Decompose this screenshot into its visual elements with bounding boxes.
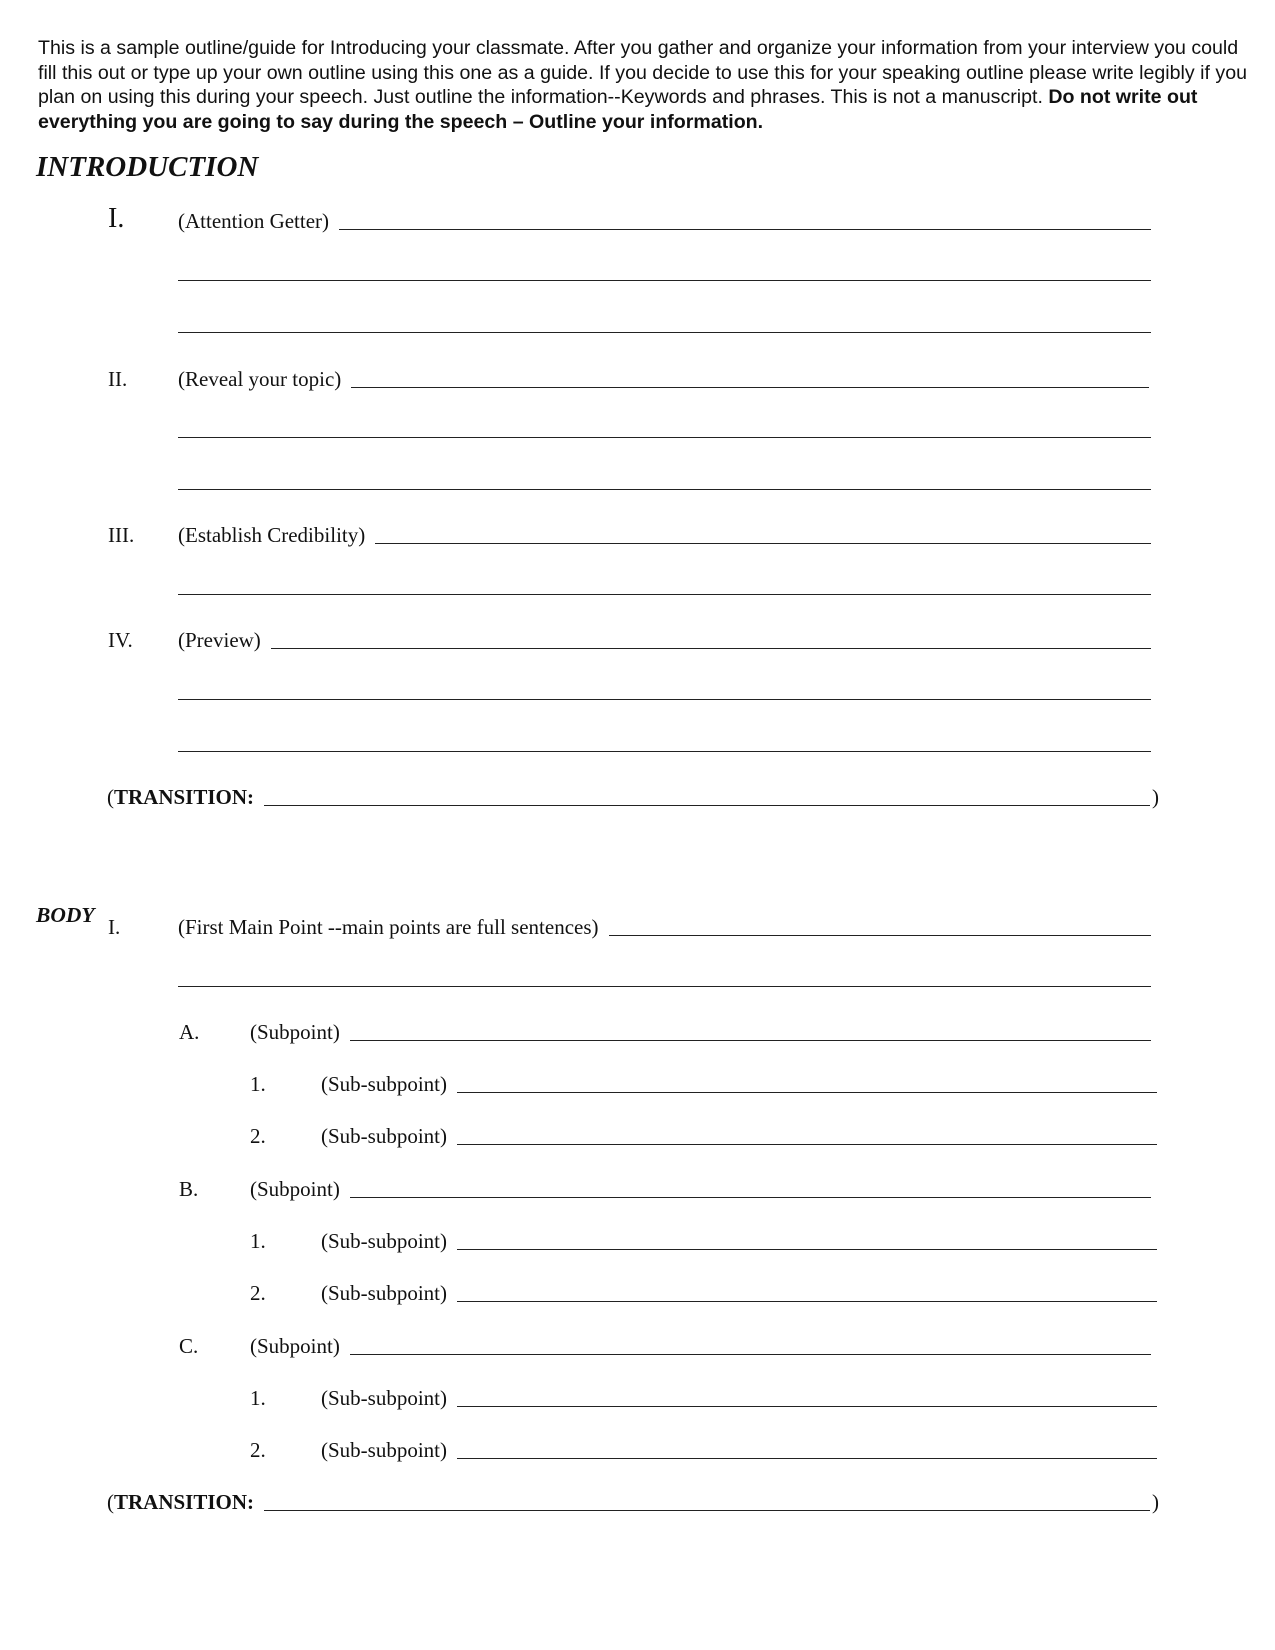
intro-item-preview	[178, 626, 1151, 654]
answer-line[interactable]	[457, 1092, 1157, 1093]
intro-numeral-1: I.	[108, 203, 125, 234]
answer-line[interactable]	[178, 699, 1151, 700]
intro-numeral-3: III.	[108, 523, 135, 547]
body-main-point	[178, 913, 1151, 941]
subpoint-b	[250, 1175, 1151, 1203]
transition-open-paren: (	[107, 785, 114, 809]
answer-line[interactable]	[457, 1458, 1157, 1459]
answer-line[interactable]	[350, 1354, 1151, 1355]
blank-row	[178, 310, 1151, 338]
transition-label: TRANSITION:	[114, 1490, 255, 1514]
answer-line[interactable]	[178, 280, 1151, 281]
answer-line[interactable]	[351, 387, 1149, 388]
sub-subpoint-number: 2.	[250, 1124, 266, 1148]
sub-subpoint-c1	[321, 1384, 1157, 1412]
body-main-point-label: (First Main Point --main points are full sentences)	[178, 915, 599, 939]
intro-transition	[107, 783, 1159, 811]
intro-item-establish-credibility	[178, 521, 1151, 549]
answer-line[interactable]	[178, 986, 1151, 987]
answer-line[interactable]	[609, 935, 1151, 936]
blank-row	[178, 964, 1151, 992]
body-transition	[107, 1488, 1159, 1516]
instructions-bold-text: Do not write out everything you are going to say during the speech – Outline your information.	[38, 86, 1198, 133]
answer-line[interactable]	[350, 1197, 1151, 1198]
answer-line[interactable]	[178, 489, 1151, 490]
subpoint-letter-a: A.	[179, 1020, 200, 1044]
sub-subpoint-b2	[321, 1279, 1157, 1307]
answer-line[interactable]	[264, 1510, 1150, 1511]
sub-subpoint-label: (Sub-subpoint)	[321, 1386, 447, 1410]
subpoint-label: (Subpoint)	[250, 1020, 340, 1044]
sub-subpoint-a1	[321, 1070, 1157, 1098]
blank-row	[178, 677, 1151, 705]
intro-item-reveal-topic	[178, 365, 1149, 393]
intro-label-reveal-topic: (Reveal your topic)	[178, 367, 342, 391]
sub-subpoint-number: 1.	[250, 1386, 266, 1410]
answer-line[interactable]	[178, 594, 1151, 595]
blank-row	[178, 572, 1151, 600]
sub-subpoint-a2	[321, 1122, 1157, 1150]
intro-label-preview: (Preview)	[178, 628, 261, 652]
answer-line[interactable]	[178, 332, 1151, 333]
sub-subpoint-c2	[321, 1436, 1157, 1464]
introduction-heading: INTRODUCTION	[36, 151, 259, 183]
answer-line[interactable]	[264, 805, 1150, 806]
sub-subpoint-label: (Sub-subpoint)	[321, 1124, 447, 1148]
transition-label: TRANSITION:	[114, 785, 255, 809]
sub-subpoint-label: (Sub-subpoint)	[321, 1072, 447, 1096]
answer-line[interactable]	[178, 437, 1151, 438]
subpoint-label: (Subpoint)	[250, 1334, 340, 1358]
answer-line[interactable]	[457, 1406, 1157, 1407]
subpoint-letter-c: C.	[179, 1334, 199, 1358]
subpoint-label: (Subpoint)	[250, 1177, 340, 1201]
answer-line[interactable]	[339, 229, 1151, 230]
answer-line[interactable]	[271, 648, 1151, 649]
subpoint-c	[250, 1332, 1151, 1360]
sub-subpoint-b1	[321, 1227, 1157, 1255]
sub-subpoint-number: 1.	[250, 1229, 266, 1253]
sub-subpoint-number: 1.	[250, 1072, 266, 1096]
body-heading: BODY	[36, 903, 95, 927]
answer-line[interactable]	[457, 1144, 1157, 1145]
sub-subpoint-label: (Sub-subpoint)	[321, 1438, 447, 1462]
intro-label-establish-credibility: (Establish Credibility)	[178, 523, 366, 547]
answer-line[interactable]	[350, 1040, 1151, 1041]
blank-row	[178, 258, 1151, 286]
sub-subpoint-label: (Sub-subpoint)	[321, 1281, 447, 1305]
intro-numeral-4: IV.	[108, 628, 133, 652]
body-numeral-1: I.	[108, 915, 121, 939]
intro-item-attention-getter	[178, 207, 1151, 235]
instructions-text: This is a sample outline/guide for Introducing your classmate. After you gather and organize your information from your interview you could fill this out or type up your own outline using this one as a guide. If you decide to use this for your speaking outline please write legibly if you plan on using this during your speech. Just outline the information--Keywords and phrases. This is not a manuscript.	[38, 37, 1247, 109]
transition-open-paren: (	[107, 1490, 114, 1514]
answer-line[interactable]	[375, 543, 1151, 544]
intro-numeral-2: II.	[108, 367, 128, 391]
instructions-paragraph	[38, 36, 1248, 134]
answer-line[interactable]	[178, 751, 1151, 752]
transition-close-paren: )	[1152, 785, 1159, 809]
sub-subpoint-number: 2.	[250, 1438, 266, 1462]
sub-subpoint-label: (Sub-subpoint)	[321, 1229, 447, 1253]
answer-line[interactable]	[457, 1301, 1157, 1302]
subpoint-a	[250, 1018, 1151, 1046]
answer-line[interactable]	[457, 1249, 1157, 1250]
sub-subpoint-number: 2.	[250, 1281, 266, 1305]
blank-row	[178, 729, 1151, 757]
subpoint-letter-b: B.	[179, 1177, 199, 1201]
intro-label-attention-getter: (Attention Getter)	[178, 209, 330, 233]
transition-close-paren: )	[1152, 1490, 1159, 1514]
blank-row	[178, 467, 1151, 495]
blank-row	[178, 415, 1151, 443]
